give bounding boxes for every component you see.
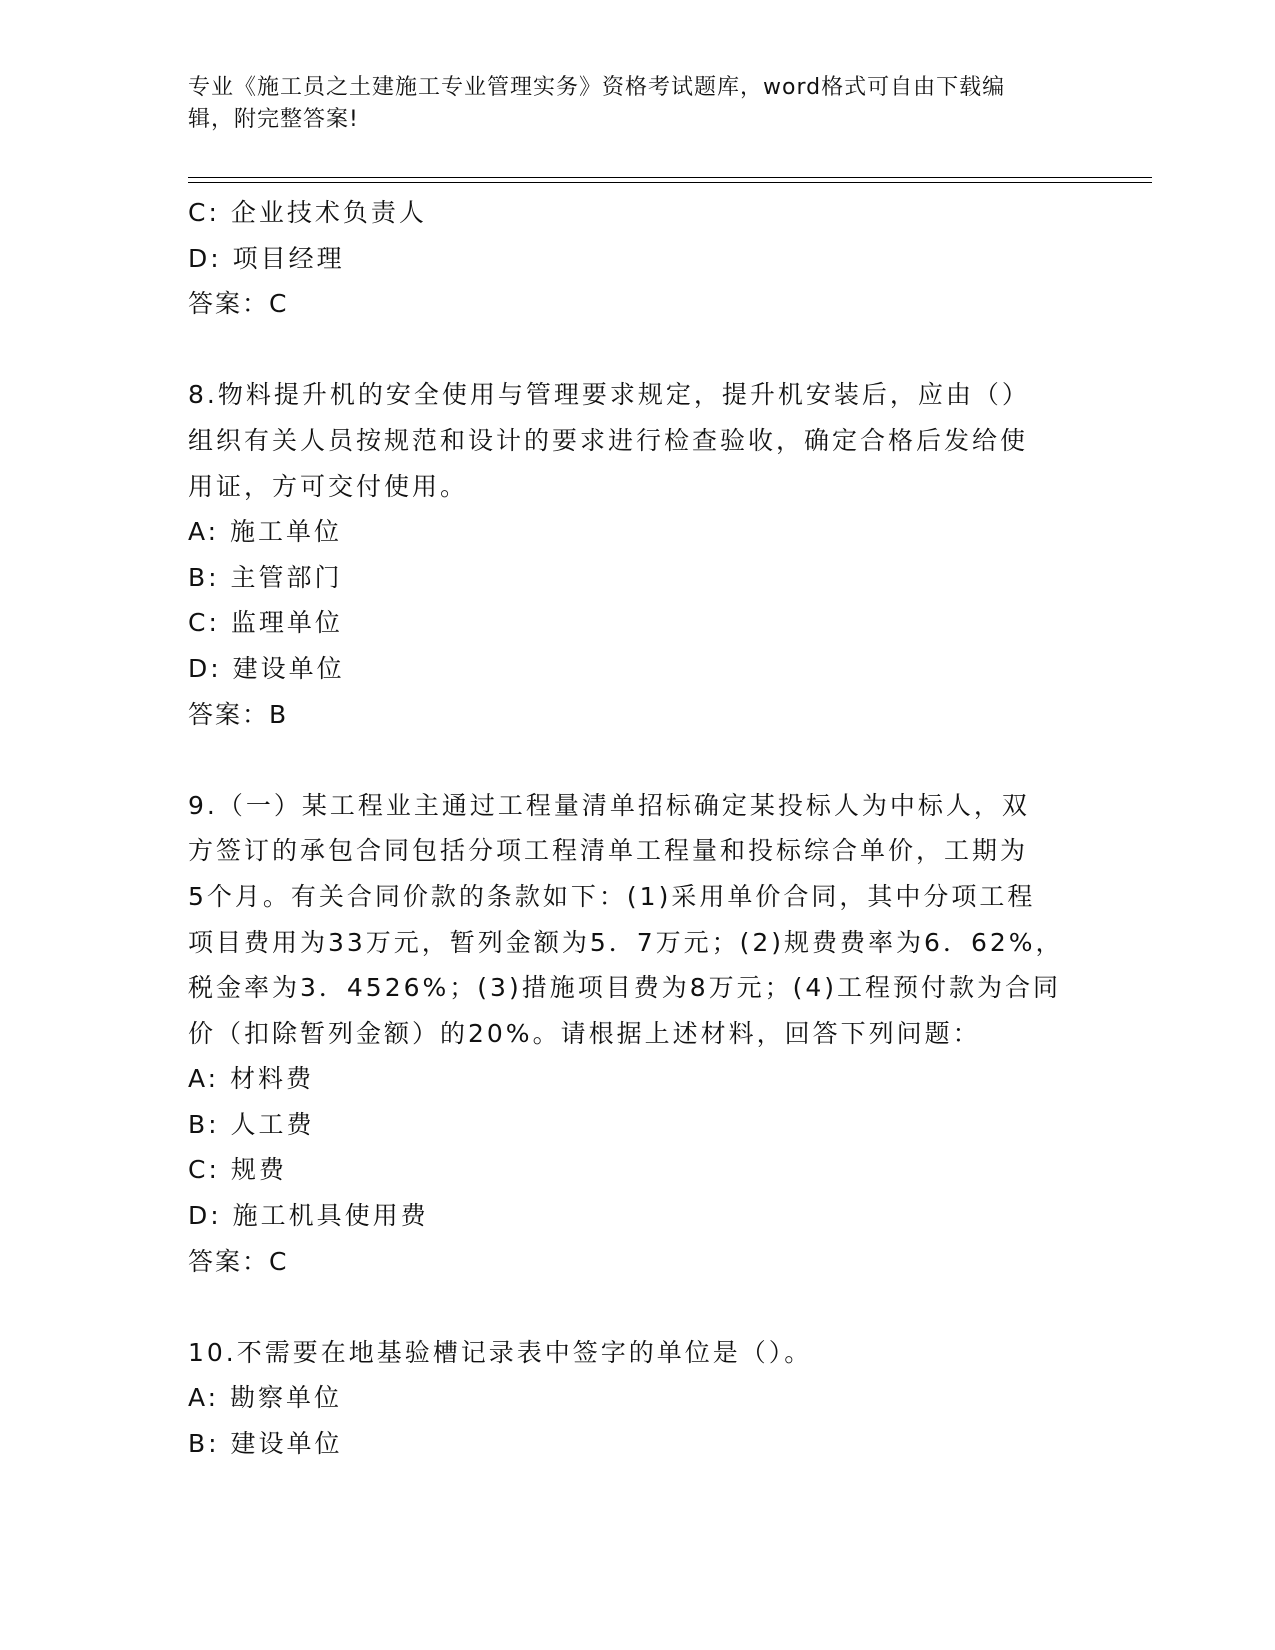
question-8 [188, 372, 1068, 737]
question-text-line: 10.不需要在地基验槽记录表中签字的单位是（）。 [188, 1337, 813, 1367]
question-text-line: 9.（一）某工程业主通过工程量清单招标确定某投标人为中标人，双 [188, 790, 1030, 820]
option-a: A: 施工单位 [188, 517, 343, 547]
question-text-line: 价（扣除暂列金额）的20%。请根据上述材料，回答下列问题： [188, 1018, 981, 1048]
option-d: D: 建设单位 [188, 653, 345, 683]
header-rule-bottom [188, 182, 1152, 183]
question-text-line: 8.物料提升机的安全使用与管理要求规定，提升机安装后，应由（） [188, 380, 1030, 410]
spacer [188, 327, 1068, 373]
header-line-2: 辑，附完整答案! [188, 107, 359, 132]
question-text-line: 项目费用为33万元，暂列金额为5．7万元；(2)规费费率为6．62%， [188, 927, 1064, 957]
answer: 答案：C [188, 289, 289, 319]
header-line-1: 专业《施工员之土建施工专业管理实务》资格考试题库，word格式可自由下载编 [188, 75, 1006, 100]
document-header [188, 72, 1068, 136]
option-c: C: 企业技术负责人 [188, 198, 427, 227]
spacer [188, 1284, 1068, 1330]
answer: 答案：C [188, 1246, 289, 1276]
option-d: D: 施工机具使用费 [188, 1201, 429, 1231]
question-text-line: 方签订的承包合同包括分项工程清单工程量和投标综合单价，工期为 [188, 836, 1029, 866]
question-text-line: 5个月。有关合同价款的条款如下：(1)采用单价合同，其中分项工程 [188, 881, 1036, 911]
option-a: A: 材料费 [188, 1064, 315, 1094]
option-b: B: 人工费 [188, 1109, 315, 1139]
option-b: B: 建设单位 [188, 1429, 343, 1459]
option-b: B: 主管部门 [188, 562, 343, 592]
question-text-line: 税金率为3．4526%；(3)措施项目费为8万元；(4)工程预付款为合同 [188, 973, 1062, 1003]
option-c: C: 监理单位 [188, 608, 343, 638]
question-7-tail [188, 190, 1068, 327]
question-10 [188, 1330, 1068, 1467]
question-text-line: 组织有关人员按规范和设计的要求进行检查验收，确定合格后发给使 [188, 425, 1029, 455]
question-9 [188, 783, 1068, 1285]
option-c: C: 规费 [188, 1155, 287, 1185]
option-a: A: 勘察单位 [188, 1383, 343, 1413]
option-d: D: 项目经理 [188, 243, 345, 273]
spacer [188, 737, 1068, 783]
question-text-line: 用证，方可交付使用。 [188, 471, 469, 501]
header-rule-top [188, 177, 1152, 178]
document-body [188, 190, 1068, 1467]
answer: 答案：B [188, 699, 289, 729]
